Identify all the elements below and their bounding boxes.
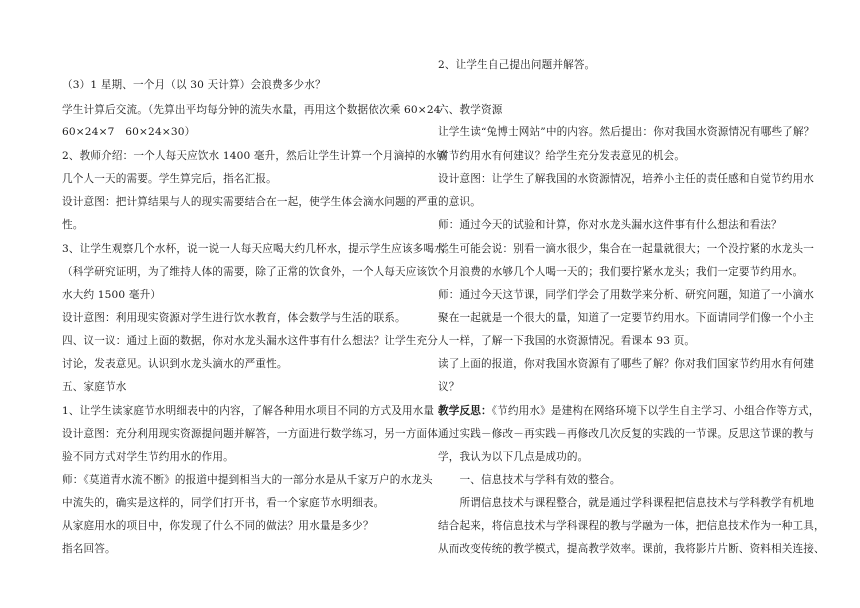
reflection-text: 《节约用水》是建构在网络环境下以学生自主学习、小组合作等方式，: [491, 405, 820, 417]
text-line: 2、让学生自己提出问题并解答。: [438, 59, 596, 71]
text-line: 人一样，了解一下我国的水资源情况。看课本 93 页。: [438, 335, 696, 347]
text-line: 设计意图：充分利用现实资源提问题并解答，一方面进行数学练习，另一方面体: [62, 428, 439, 440]
reflection-label: 教学反思：: [438, 405, 492, 417]
text-line: 水大约 1500 毫升）: [62, 289, 162, 301]
text-line: 讨论，发表意见。认识到水龙头滴水的严重性。: [62, 358, 288, 370]
text-line: 通过实践－修改－再实践－再修改几次反复的实践的一节课。反思这节课的教与: [438, 428, 815, 440]
text-line: （科学研究证明，为了维持人体的需要，除了正常的饮食外，一个人每天应该饮: [62, 266, 439, 278]
text-line: 60×24×7 60×24×30）: [62, 126, 196, 138]
text-line: [438, 404, 819, 418]
text-line: 的意识。: [438, 196, 481, 208]
text-line: 师：《莫道青水流不断》的报道中提到相当大的一部分水是从千家万户的水龙头: [62, 474, 433, 486]
text-line: （3）1 星期、一个月（以 30 天计算）会浪费多少水？: [62, 79, 326, 91]
text-line: 读了上面的报道，你对我国水资源有了哪些了解？你对我们国家节约用水有何建: [438, 358, 815, 370]
text-line: 1、让学生读家庭节水明细表中的内容，了解各种用水项目不同的方式及用水量: [62, 405, 435, 417]
text-line: 中流失的，确实是这样的，同学们打开书，看一个家庭节水明细表。: [62, 497, 385, 509]
text-line: 从而改变传统的教学模式，提高教学效率。课前，我将影片片断、资料相关连接、: [438, 543, 825, 555]
text-line: 结合起来，将信息技术与学科课程的教与学融为一体，把信息技术作为一种工具，: [438, 520, 825, 532]
section-heading: 五、家庭节水: [62, 381, 127, 393]
text-line: 个月浪费的水够几个人喝一天的；我们要拧紧水龙头；我们一定要节约用水。: [438, 266, 804, 278]
text-line: 设计意图：利用现实资源对学生进行饮水教育，体会数学与生活的联系。: [62, 312, 406, 324]
text-line: 议？: [438, 381, 460, 393]
text-line: 师：通过今天的试验和计算，你对水龙头漏水这件事有什么想法和看法？: [438, 219, 782, 231]
text-line: 师：通过今天这节课，同学们学会了用数学来分析、研究问题，知道了一小滴水: [438, 289, 815, 301]
text-line: 一、信息技术与学科有效的整合。: [438, 474, 621, 486]
text-line: 所谓信息技术与课程整合，就是通过学科课程把信息技术与学科教学有机地: [438, 497, 815, 509]
text-line: 几个人一天的需要。学生算完后，指名汇报。: [62, 173, 277, 185]
text-line: 验不同方式对学生节约用水的作用。: [62, 451, 234, 463]
text-line: 让学生读“兔博士网站”中的内容。然后提出：你对我国水资源情况有哪些了解？: [438, 126, 815, 138]
text-line: 学生可能会说：别看一滴水很少，集合在一起量就很大；一个没拧紧的水龙头一: [438, 243, 815, 255]
text-line: 3、让学生观察几个水杯，说一说一人每天应喝大约几杯水，提示学生应该多喝水。: [62, 243, 456, 255]
text-line: 从家庭用水的项目中，你发现了什么不同的做法？用水量是多少？: [62, 520, 374, 532]
section-heading: 六、教学资源: [438, 104, 503, 116]
text-line: 指名回答。: [62, 543, 116, 555]
text-line: 性。: [62, 219, 84, 231]
text-line: 对节约用水有何建议？给学生充分发表意见的机会。: [438, 150, 686, 162]
text-line: 2、教师介绍：一个人每天应饮水 1400 毫升，然后让学生计算一个月滴掉的水够: [62, 150, 448, 162]
text-line: 四、议一议：通过上面的数据，你对水龙头漏水这件事有什么想法？让学生充分: [62, 335, 439, 347]
text-line: 聚在一起就是一个很大的量，知道了一定要节约用水。下面请同学们像一个小主: [438, 312, 815, 324]
text-line: 设计意图：把计算结果与人的现实需要结合在一起，使学生体会滴水问题的严重: [62, 196, 439, 208]
text-line: 学生计算后交流。（先算出平均每分钟的流失水量，再用这个数据依次乘 60×24: [62, 104, 441, 116]
text-line: 设计意图：让学生了解我国的水资源情况，培养小主任的责任感和自觉节约用水: [438, 173, 815, 185]
text-line: 学，我认为以下几点是成功的。: [438, 451, 589, 463]
